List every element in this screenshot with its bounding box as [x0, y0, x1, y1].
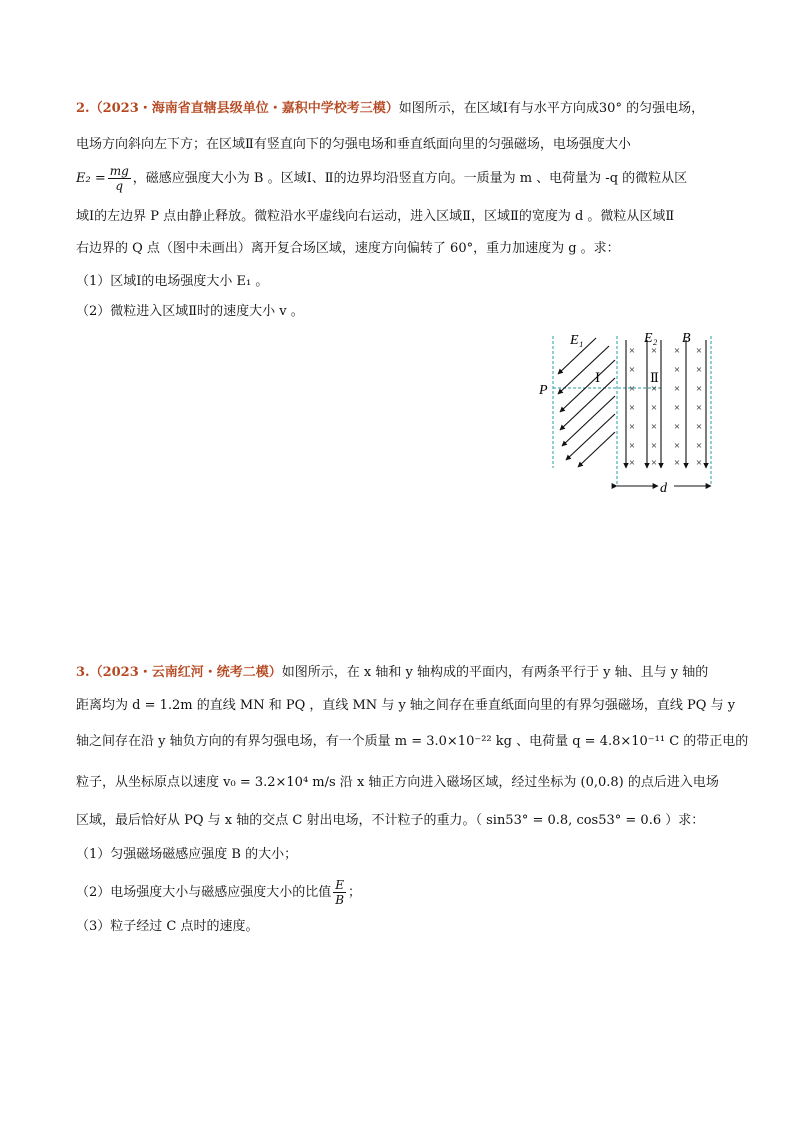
- q2-line-3: [76, 164, 687, 193]
- cross: ×: [695, 345, 703, 357]
- cross: ×: [650, 457, 658, 469]
- q3-line-1: [76, 664, 708, 682]
- cross: ×: [673, 440, 681, 452]
- q3-sub2-end: ；: [348, 885, 362, 900]
- cross: ×: [673, 383, 681, 395]
- cross: ×: [650, 383, 658, 395]
- q3-sub-2: [76, 878, 361, 907]
- cross: ×: [650, 345, 658, 357]
- cross: ×: [695, 402, 703, 414]
- q3-sub-3: （3）粒子经过 C 点时的速度。: [76, 919, 259, 934]
- q3-text-1: 如图所示，在 x 轴和 y 轴构成的平面内，有两条平行于 y 轴、且与 y 轴的: [281, 665, 709, 680]
- cross: ×: [673, 457, 681, 469]
- label-e1: E₁: [570, 333, 584, 348]
- cross: ×: [650, 440, 658, 452]
- cross: ×: [695, 440, 703, 452]
- e1-field-lines: [558, 338, 615, 467]
- q2-formula-num: mg: [109, 164, 129, 178]
- label-region-ii: Ⅱ: [650, 370, 659, 385]
- label-b: B: [682, 331, 691, 346]
- q3-line-5: 区域，最后恰好从 PQ 与 x 轴的交点 C 射出电场，不计粒子的重力。（ sin53° = 0.8, cos53° = 0.6 ）求：: [76, 813, 705, 828]
- cross: ×: [673, 364, 681, 376]
- q3-sub2-text: （2）电场强度大小与磁感应强度大小的比值: [76, 885, 332, 900]
- cross: ×: [628, 364, 636, 376]
- cross: ×: [650, 421, 658, 433]
- cross: ×: [695, 364, 703, 376]
- q3-ratio-den: B: [335, 893, 345, 907]
- cross: ×: [695, 421, 703, 433]
- label-region-i: Ⅰ: [595, 370, 601, 385]
- q3-line-3: 轴之间存在沿 y 轴负方向的有界匀强电场，有一个质量 m = 3.0×10⁻²² kg 、电荷量 q = 4.8×10⁻¹¹ C 的带正电的: [76, 734, 749, 749]
- cross: ×: [673, 421, 681, 433]
- cross: ×: [628, 345, 636, 357]
- q2-line-2: 电场方向斜向左下方；在区域Ⅱ有竖直向下的匀强电场和垂直纸面向里的匀强磁场，电场强度大小: [76, 137, 631, 152]
- field-diagram: [534, 326, 724, 498]
- q2-line-1: [76, 100, 704, 118]
- q3-sub-1: （1）匀强磁场磁感应强度 B 的大小；: [76, 847, 298, 862]
- label-p: P: [539, 383, 548, 398]
- cross: ×: [695, 383, 703, 395]
- cross: ×: [628, 421, 636, 433]
- label-e2: E₂: [644, 331, 658, 346]
- q3-source: 3.（2023・云南红河・统考二模）: [76, 665, 282, 680]
- cross: ×: [673, 345, 681, 357]
- q2-line-4: 域Ⅰ的左边界 P 点由静止释放。微粒沿水平虚线向右运动，进入区域Ⅱ，区域Ⅱ的宽度为 d 。微粒从区域Ⅱ: [76, 209, 675, 224]
- cross: ×: [628, 457, 636, 469]
- magnetic-field-crosses: [629, 345, 702, 469]
- cross: ×: [628, 383, 636, 395]
- e2-field-lines: [626, 340, 706, 468]
- q2-formula-fraction: [108, 164, 131, 193]
- cross: ×: [695, 457, 703, 469]
- q3-ratio-num: E: [335, 878, 345, 892]
- cross: ×: [650, 402, 658, 414]
- cross: ×: [628, 440, 636, 452]
- q2-formula-lhs: E₂ =: [76, 171, 106, 186]
- q3-line-2: 距离均为 d = 1.2m 的直线 MN 和 PQ ，直线 MN 与 y 轴之间存在垂直纸面向里的有界匀强磁场，直线 PQ 与 y: [76, 698, 736, 713]
- q2-sub-1: （1）区域Ⅰ的电场强度大小 E₁ 。: [76, 274, 269, 289]
- q2-line-5: 右边界的 Q 点（图中未画出）离开复合场区域，速度方向偏转了 60°，重力加速度为 g 。求：: [76, 241, 620, 256]
- q3-line-4: 粒子，从坐标原点以速度 v₀ = 3.2×10⁴ m/s 沿 x 轴正方向进入磁场区域，经过坐标为 (0,0.8) 的点后进入电场: [76, 775, 719, 790]
- q3-ratio-fraction: [333, 878, 346, 907]
- q2-formula-den: q: [115, 179, 124, 193]
- q2-text-3: ，磁感应强度大小为 B 。区域Ⅰ、Ⅱ的边界均沿竖直方向。一质量为 m 、电荷量为 -q 的微粒从区: [132, 171, 688, 186]
- label-d: d: [660, 481, 667, 496]
- q2-source: 2.（2023・海南省直辖县级单位・嘉积中学校考三模）: [76, 101, 399, 116]
- q2-text-1: 如图所示，在区域Ⅰ有与水平方向成30° 的匀强电场，: [398, 101, 705, 116]
- cross: ×: [628, 402, 636, 414]
- cross: ×: [673, 402, 681, 414]
- q2-sub-2: （2）微粒进入区域Ⅱ时的速度大小 v 。: [76, 304, 304, 319]
